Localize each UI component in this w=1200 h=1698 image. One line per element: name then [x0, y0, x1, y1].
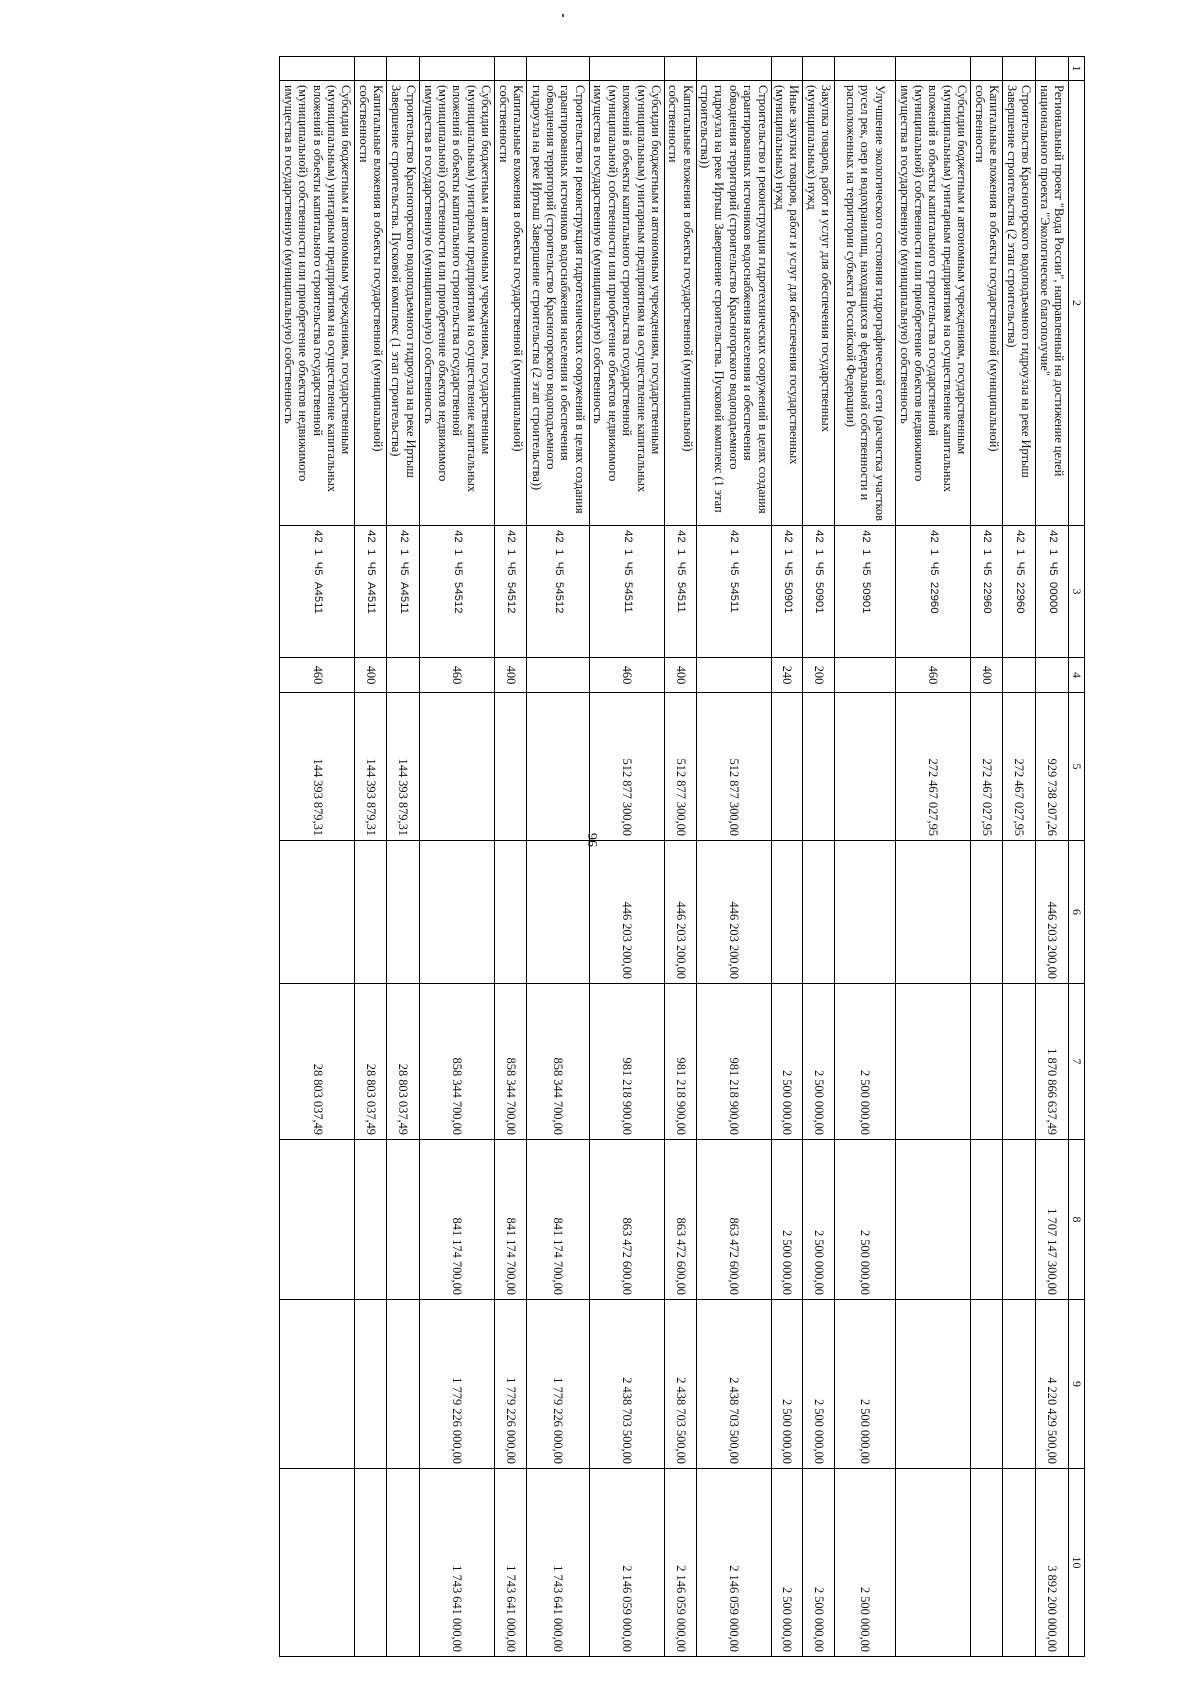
- row-index-cell: [803, 57, 835, 81]
- row-code: 42 1 Ч5 00000: [1036, 526, 1069, 658]
- value-col7: 2 500 000,00: [803, 984, 835, 1140]
- row-vr: 400: [355, 658, 387, 693]
- value-col10: 2 146 059 000,00: [664, 1469, 696, 1657]
- row-vr: [835, 658, 896, 693]
- value-col9: 2 500 000,00: [771, 1300, 803, 1469]
- value-col6: [387, 841, 420, 984]
- value-col5: [771, 693, 803, 841]
- row-name: Капитальные вложения в объекты государственной (муниципальной) собственности: [971, 81, 1003, 526]
- table-row: [971, 57, 1003, 1657]
- rotated-page: [115, 56, 1085, 1656]
- value-col5: 272 467 027,95: [971, 693, 1003, 841]
- scan-speck: [562, 14, 564, 17]
- table-row: [696, 57, 771, 1657]
- value-col6: [771, 841, 803, 984]
- value-col8: [971, 1140, 1003, 1300]
- value-col8: 841 174 700,00: [526, 1140, 589, 1300]
- table-row: [495, 57, 527, 1657]
- value-col10: 1 743 641 000,00: [495, 1469, 527, 1657]
- value-col7: 981 218 900,00: [696, 984, 771, 1140]
- row-code: 42 1 Ч5 54511: [589, 526, 664, 658]
- value-col10: 2 500 000,00: [803, 1469, 835, 1657]
- value-col9: 1 779 226 000,00: [420, 1300, 495, 1469]
- row-name: Улучшение экологического состояния гидрографической сети (расчистка участков русел рек, озер и водохранилищ, находящихся в федеральной собственности и расположенных на территории субъекта Российской Федерации): [835, 81, 896, 526]
- value-col6: [280, 841, 355, 984]
- row-vr: 240: [771, 658, 803, 693]
- value-col8: 1 707 147 300,00: [1036, 1140, 1069, 1300]
- row-index-cell: [696, 57, 771, 81]
- row-name: Субсидии бюджетным и автономным учреждениям, государственным (муниципальным) унитарным предприятиям на осуществление капитальных вложений в объекты капитального строительства государственной (муниципальной) собственности или приобретение объектов недвижимого имущества в государственную (муниципальную) собственность: [589, 81, 664, 526]
- row-name: Строительство и реконструкция гидротехнических сооружений в целях создания гарантированных источников водоснабжения населения и обеспечения обводнения территорий (строительство Красногорского водоподъемного гидроузла на реке Иртыш Завершение строительства. Пусковой комплекс (1 этап строительства)): [696, 81, 771, 526]
- value-col8: [1003, 1140, 1036, 1300]
- value-col10: [355, 1469, 387, 1657]
- value-col5: [495, 693, 527, 841]
- value-col10: 1 743 641 000,00: [526, 1469, 589, 1657]
- value-col9: [280, 1300, 355, 1469]
- row-vr: 460: [589, 658, 664, 693]
- row-vr: [1036, 658, 1069, 693]
- value-col6: [971, 841, 1003, 984]
- row-code: 42 1 Ч5 А4511: [387, 526, 420, 658]
- row-name: Капитальные вложения в объекты государственной (муниципальной) собственности: [495, 81, 527, 526]
- value-col5: 512 877 300,00: [589, 693, 664, 841]
- value-col9: 2 500 000,00: [835, 1300, 896, 1469]
- value-col6: [355, 841, 387, 984]
- value-col7: 858 344 700,00: [420, 984, 495, 1140]
- value-col10: [280, 1469, 355, 1657]
- value-col5: 512 877 300,00: [664, 693, 696, 841]
- table-row: [1003, 57, 1036, 1657]
- value-col5: [526, 693, 589, 841]
- row-code: 42 1 Ч5 А4511: [280, 526, 355, 658]
- row-code: 42 1 Ч5 54512: [420, 526, 495, 658]
- row-vr: [1003, 658, 1036, 693]
- value-col7: [896, 984, 971, 1140]
- row-vr: 460: [280, 658, 355, 693]
- value-col10: [1003, 1469, 1036, 1657]
- value-col6: [526, 841, 589, 984]
- value-col5: 272 467 027,95: [896, 693, 971, 841]
- value-col5: [420, 693, 495, 841]
- row-index-cell: [1036, 57, 1069, 81]
- value-col8: 841 174 700,00: [420, 1140, 495, 1300]
- row-code: 42 1 Ч5 54511: [664, 526, 696, 658]
- value-col8: 863 472 600,00: [664, 1140, 696, 1300]
- row-name: Субсидии бюджетным и автономным учреждениям, государственным (муниципальным) унитарным предприятиям на осуществление капитальных вложений в объекты капитального строительства государственной (муниципальной) собственности или приобретение объектов недвижимого имущества в государственную (муниципальную) собственность: [420, 81, 495, 526]
- row-code: 42 1 Ч5 А4511: [355, 526, 387, 658]
- value-col6: 446 203 200,00: [589, 841, 664, 984]
- table-row: [771, 57, 803, 1657]
- row-name: Субсидии бюджетным и автономным учреждениям, государственным (муниципальным) унитарным предприятиям на осуществление капитальных вложений в объекты капитального строительства государственной (муниципальной) собственности или приобретение объектов недвижимого имущества в государственную (муниципальную) собственность: [896, 81, 971, 526]
- value-col6: 446 203 200,00: [664, 841, 696, 984]
- value-col10: [971, 1469, 1003, 1657]
- value-col7: 1 870 866 637,49: [1036, 984, 1069, 1140]
- col-num: 5: [1069, 693, 1085, 841]
- row-index-cell: [771, 57, 803, 81]
- row-name: Капитальные вложения в объекты государственной (муниципальной) собственности: [664, 81, 696, 526]
- value-col8: 2 500 000,00: [803, 1140, 835, 1300]
- value-col10: 2 500 000,00: [835, 1469, 896, 1657]
- value-col7: 981 218 900,00: [589, 984, 664, 1140]
- value-col10: 3 892 200 000,00: [1036, 1469, 1069, 1657]
- row-index-cell: [526, 57, 589, 81]
- value-col10: 1 743 641 000,00: [420, 1469, 495, 1657]
- value-col8: 841 174 700,00: [495, 1140, 527, 1300]
- value-col7: [971, 984, 1003, 1140]
- value-col9: 1 779 226 000,00: [526, 1300, 589, 1469]
- row-code: 42 1 Ч5 50901: [771, 526, 803, 658]
- row-code: 42 1 Ч5 54512: [526, 526, 589, 658]
- page-number: 96: [586, 833, 601, 847]
- row-vr: [526, 658, 589, 693]
- row-name: Закупка товаров, работ и услуг для обеспечения государственных (муниципальных) нужд: [803, 81, 835, 526]
- table-row: [664, 57, 696, 1657]
- table-row: [835, 57, 896, 1657]
- row-code: 42 1 Ч5 22960: [1003, 526, 1036, 658]
- budget-table: [279, 56, 1085, 1657]
- value-col7: [1003, 984, 1036, 1140]
- col-num: 3: [1069, 526, 1085, 658]
- row-vr: 460: [420, 658, 495, 693]
- value-col6: [1003, 841, 1036, 984]
- row-index-cell: [589, 57, 664, 81]
- value-col5: 144 393 879,31: [387, 693, 420, 841]
- value-col9: 2 438 703 500,00: [589, 1300, 664, 1469]
- table-row: [896, 57, 971, 1657]
- col-num: 8: [1069, 1140, 1085, 1300]
- row-index-cell: [495, 57, 527, 81]
- value-col9: 2 500 000,00: [803, 1300, 835, 1469]
- row-name: Иные закупки товаров, работ и услуг для обеспечения государственных (муниципальных) нужд: [771, 81, 803, 526]
- row-name: Субсидии бюджетным и автономным учреждениям, государственным (муниципальным) унитарным предприятиям на осуществление капитальных вложений в объекты капитального строительства государственной (муниципальной) собственности или приобретение объектов недвижимого имущества в государственную (муниципальную) собственность: [280, 81, 355, 526]
- row-index-cell: [1003, 57, 1036, 81]
- col-num: 6: [1069, 841, 1085, 984]
- value-col7: 28 803 037,49: [280, 984, 355, 1140]
- row-code: 42 1 Ч5 54512: [495, 526, 527, 658]
- value-col5: 929 738 207,26: [1036, 693, 1069, 841]
- value-col6: [896, 841, 971, 984]
- table-row: [280, 57, 355, 1657]
- value-col7: 2 500 000,00: [835, 984, 896, 1140]
- value-col9: [355, 1300, 387, 1469]
- table-row: [526, 57, 589, 1657]
- row-index-cell: [387, 57, 420, 81]
- table-row: [1036, 57, 1069, 1657]
- value-col5: [803, 693, 835, 841]
- row-vr: [696, 658, 771, 693]
- row-name: Строительство и реконструкция гидротехнических сооружений в целях создания гарантированных источников водоснабжения населения и обеспечения обводнения территорий (строительство Красногорского водоподъемного гидроузла на реке Иртыш Завершение строительства (2 этап строительства)): [526, 81, 589, 526]
- row-index-cell: [971, 57, 1003, 81]
- value-col9: [1003, 1300, 1036, 1469]
- row-code: 42 1 Ч5 22960: [971, 526, 1003, 658]
- row-index-cell: [664, 57, 696, 81]
- value-col5: 512 877 300,00: [696, 693, 771, 841]
- value-col8: [387, 1140, 420, 1300]
- col-num: 9: [1069, 1300, 1085, 1469]
- col-num: 4: [1069, 658, 1085, 693]
- table-row: [589, 57, 664, 1657]
- value-col9: [896, 1300, 971, 1469]
- row-index-cell: [420, 57, 495, 81]
- value-col8: [280, 1140, 355, 1300]
- value-col8: 863 472 600,00: [589, 1140, 664, 1300]
- value-col6: [803, 841, 835, 984]
- value-col6: [420, 841, 495, 984]
- value-col8: [355, 1140, 387, 1300]
- value-col7: 28 803 037,49: [387, 984, 420, 1140]
- table-row: [355, 57, 387, 1657]
- row-name: Региональный проект "Вода России", направленный на достижение целей национального проекта "Экологическое благополучие": [1036, 81, 1069, 526]
- value-col8: [896, 1140, 971, 1300]
- row-name: Капитальные вложения в объекты государственной (муниципальной) собственности: [355, 81, 387, 526]
- value-col9: 2 438 703 500,00: [664, 1300, 696, 1469]
- value-col7: 858 344 700,00: [495, 984, 527, 1140]
- value-col7: 981 218 900,00: [664, 984, 696, 1140]
- value-col9: 1 779 226 000,00: [495, 1300, 527, 1469]
- row-vr: 400: [971, 658, 1003, 693]
- table-row: [420, 57, 495, 1657]
- value-col7: 2 500 000,00: [771, 984, 803, 1140]
- value-col7: 28 803 037,49: [355, 984, 387, 1140]
- value-col6: [495, 841, 527, 984]
- value-col10: 2 146 059 000,00: [589, 1469, 664, 1657]
- row-name: Строительство Красногорского водоподъемного гидроузла на реке Иртыш Завершение строительства (2 этап строительства): [1003, 81, 1036, 526]
- value-col6: 446 203 200,00: [696, 841, 771, 984]
- value-col8: 863 472 600,00: [696, 1140, 771, 1300]
- value-col10: 2 500 000,00: [771, 1469, 803, 1657]
- row-code: 42 1 Ч5 50901: [835, 526, 896, 658]
- value-col5: 144 393 879,31: [355, 693, 387, 841]
- row-index-cell: [896, 57, 971, 81]
- column-number-row: [1069, 57, 1085, 1657]
- value-col6: [835, 841, 896, 984]
- value-col7: 858 344 700,00: [526, 984, 589, 1140]
- row-vr: 400: [495, 658, 527, 693]
- value-col9: [971, 1300, 1003, 1469]
- row-vr: 200: [803, 658, 835, 693]
- value-col5: 272 467 027,95: [1003, 693, 1036, 841]
- value-col10: 2 146 059 000,00: [696, 1469, 771, 1657]
- table-row: [387, 57, 420, 1657]
- value-col5: 144 393 879,31: [280, 693, 355, 841]
- value-col8: 2 500 000,00: [835, 1140, 896, 1300]
- value-col10: [387, 1469, 420, 1657]
- col-num: 2: [1069, 81, 1085, 526]
- row-vr: 400: [664, 658, 696, 693]
- row-vr: 460: [896, 658, 971, 693]
- row-index-cell: [355, 57, 387, 81]
- value-col9: 2 438 703 500,00: [696, 1300, 771, 1469]
- row-vr: [387, 658, 420, 693]
- row-code: 42 1 Ч5 50901: [803, 526, 835, 658]
- value-col8: 2 500 000,00: [771, 1140, 803, 1300]
- row-index-cell: [835, 57, 896, 81]
- value-col10: [896, 1469, 971, 1657]
- value-col6: 446 203 200,00: [1036, 841, 1069, 984]
- col-num: 7: [1069, 984, 1085, 1140]
- row-index-cell: [280, 57, 355, 81]
- row-code: 42 1 Ч5 54511: [696, 526, 771, 658]
- row-name: Строительство Красногорского водоподъемного гидроузла на реке Иртыш Завершение строительства. Пусковой комплекс (1 этап строительства): [387, 81, 420, 526]
- value-col9: 4 220 429 500,00: [1036, 1300, 1069, 1469]
- value-col5: [835, 693, 896, 841]
- col-num: 10: [1069, 1469, 1085, 1657]
- col-num: 1: [1069, 57, 1085, 81]
- value-col9: [387, 1300, 420, 1469]
- table-row: [803, 57, 835, 1657]
- row-code: 42 1 Ч5 22960: [896, 526, 971, 658]
